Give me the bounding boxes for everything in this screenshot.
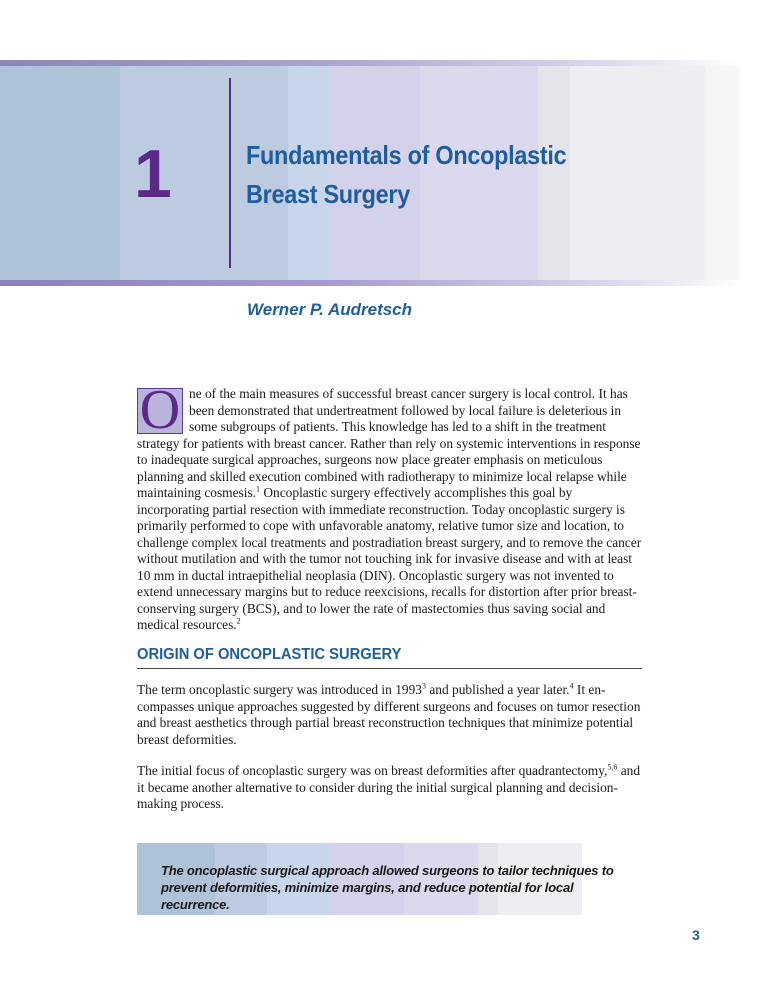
chapter-title-line-1: Fundamentals of Oncoplastic bbox=[246, 140, 567, 170]
intro-text-part-2: Oncoplastic surgery effectively accomplishes this goal by incorporating partial resection with immediate reconstruction. Today oncoplastic surgery is primarily performed to cope with unfavorable anatomy, relative tumor size and location, to challenge complex local treatments and postradiation breast surgery, and to remove the cancer without mutilation and with the tumor not touching ink for invasive disease and with at least 10 mm in ductal intraepithelial neoplasia (DIN). Oncoplastic surgery was not invented to extend unnecessary margins but to reduce reexcisions, recalls for distortion after prior breast-conserving surgery (BCS), and to lower the rate of mastectomies thus saving social and medical resources. bbox=[137, 485, 642, 632]
reference-1: 1 bbox=[256, 484, 261, 494]
intro-paragraph bbox=[137, 379, 642, 634]
p1-text-c: It encompasses unique approaches suggested by different surgeons and focuses on tumor resection and breast aesthetics through partial breast reconstruction techniques that minimize potential breast deformities. bbox=[137, 682, 641, 747]
chapter-title bbox=[246, 136, 570, 214]
page-number: 3 bbox=[692, 927, 700, 943]
reference-4: 4 bbox=[569, 681, 574, 691]
chapter-divider bbox=[229, 78, 231, 268]
drop-cap-letter: O bbox=[139, 379, 181, 441]
section-heading-rule bbox=[137, 668, 642, 669]
reference-2: 2 bbox=[236, 616, 241, 626]
p1-text-b: and published a year later. bbox=[425, 682, 570, 697]
section-heading: ORIGIN OF ONCOPLASTIC SURGERY bbox=[137, 646, 402, 663]
drop-cap bbox=[137, 379, 183, 441]
header-band-bottom-rule bbox=[0, 280, 740, 286]
intro-text-part-1: ne of the main measures of successful breast cancer surgery is local control. It has been demonstrated that undertreatment followed by local failure is deleterious in some subgroups of patients. This knowledge has led to a shift in the treatment strategy for patients with breast cancer. Rather than rely on systemic interventions in response to inadequate surgical approaches, surgeons now place greater emphasis on meticulous planning and skilled execution combined with radiotherapy to minimize local relapse while maintaining cosmesis. bbox=[137, 386, 641, 500]
pull-quote-text: The oncoplastic surgical approach allowed surgeons to tailor techniques to prevent deformities, minimize margins, and reduce potential for local recurrence. bbox=[161, 863, 614, 912]
chapter-author: Werner P. Audretsch bbox=[247, 300, 413, 319]
p2-text-a: The initial focus of oncoplastic surgery was on breast deformities after quadrantectomy, bbox=[137, 763, 608, 778]
chapter-number: 1 bbox=[134, 136, 172, 212]
chapter-title-line-2: Breast Surgery bbox=[246, 179, 410, 209]
p2-text-b: and it became another alternative to consider during the initial surgical planning and decision-making process. bbox=[137, 763, 641, 811]
reference-5-6: 5,6 bbox=[607, 762, 618, 772]
section-paragraph-1 bbox=[137, 682, 642, 748]
section-paragraph-2 bbox=[137, 763, 642, 813]
p1-text-a: The term oncoplastic surgery was introduced in 1993 bbox=[137, 682, 422, 697]
reference-3: 3 bbox=[421, 681, 426, 691]
